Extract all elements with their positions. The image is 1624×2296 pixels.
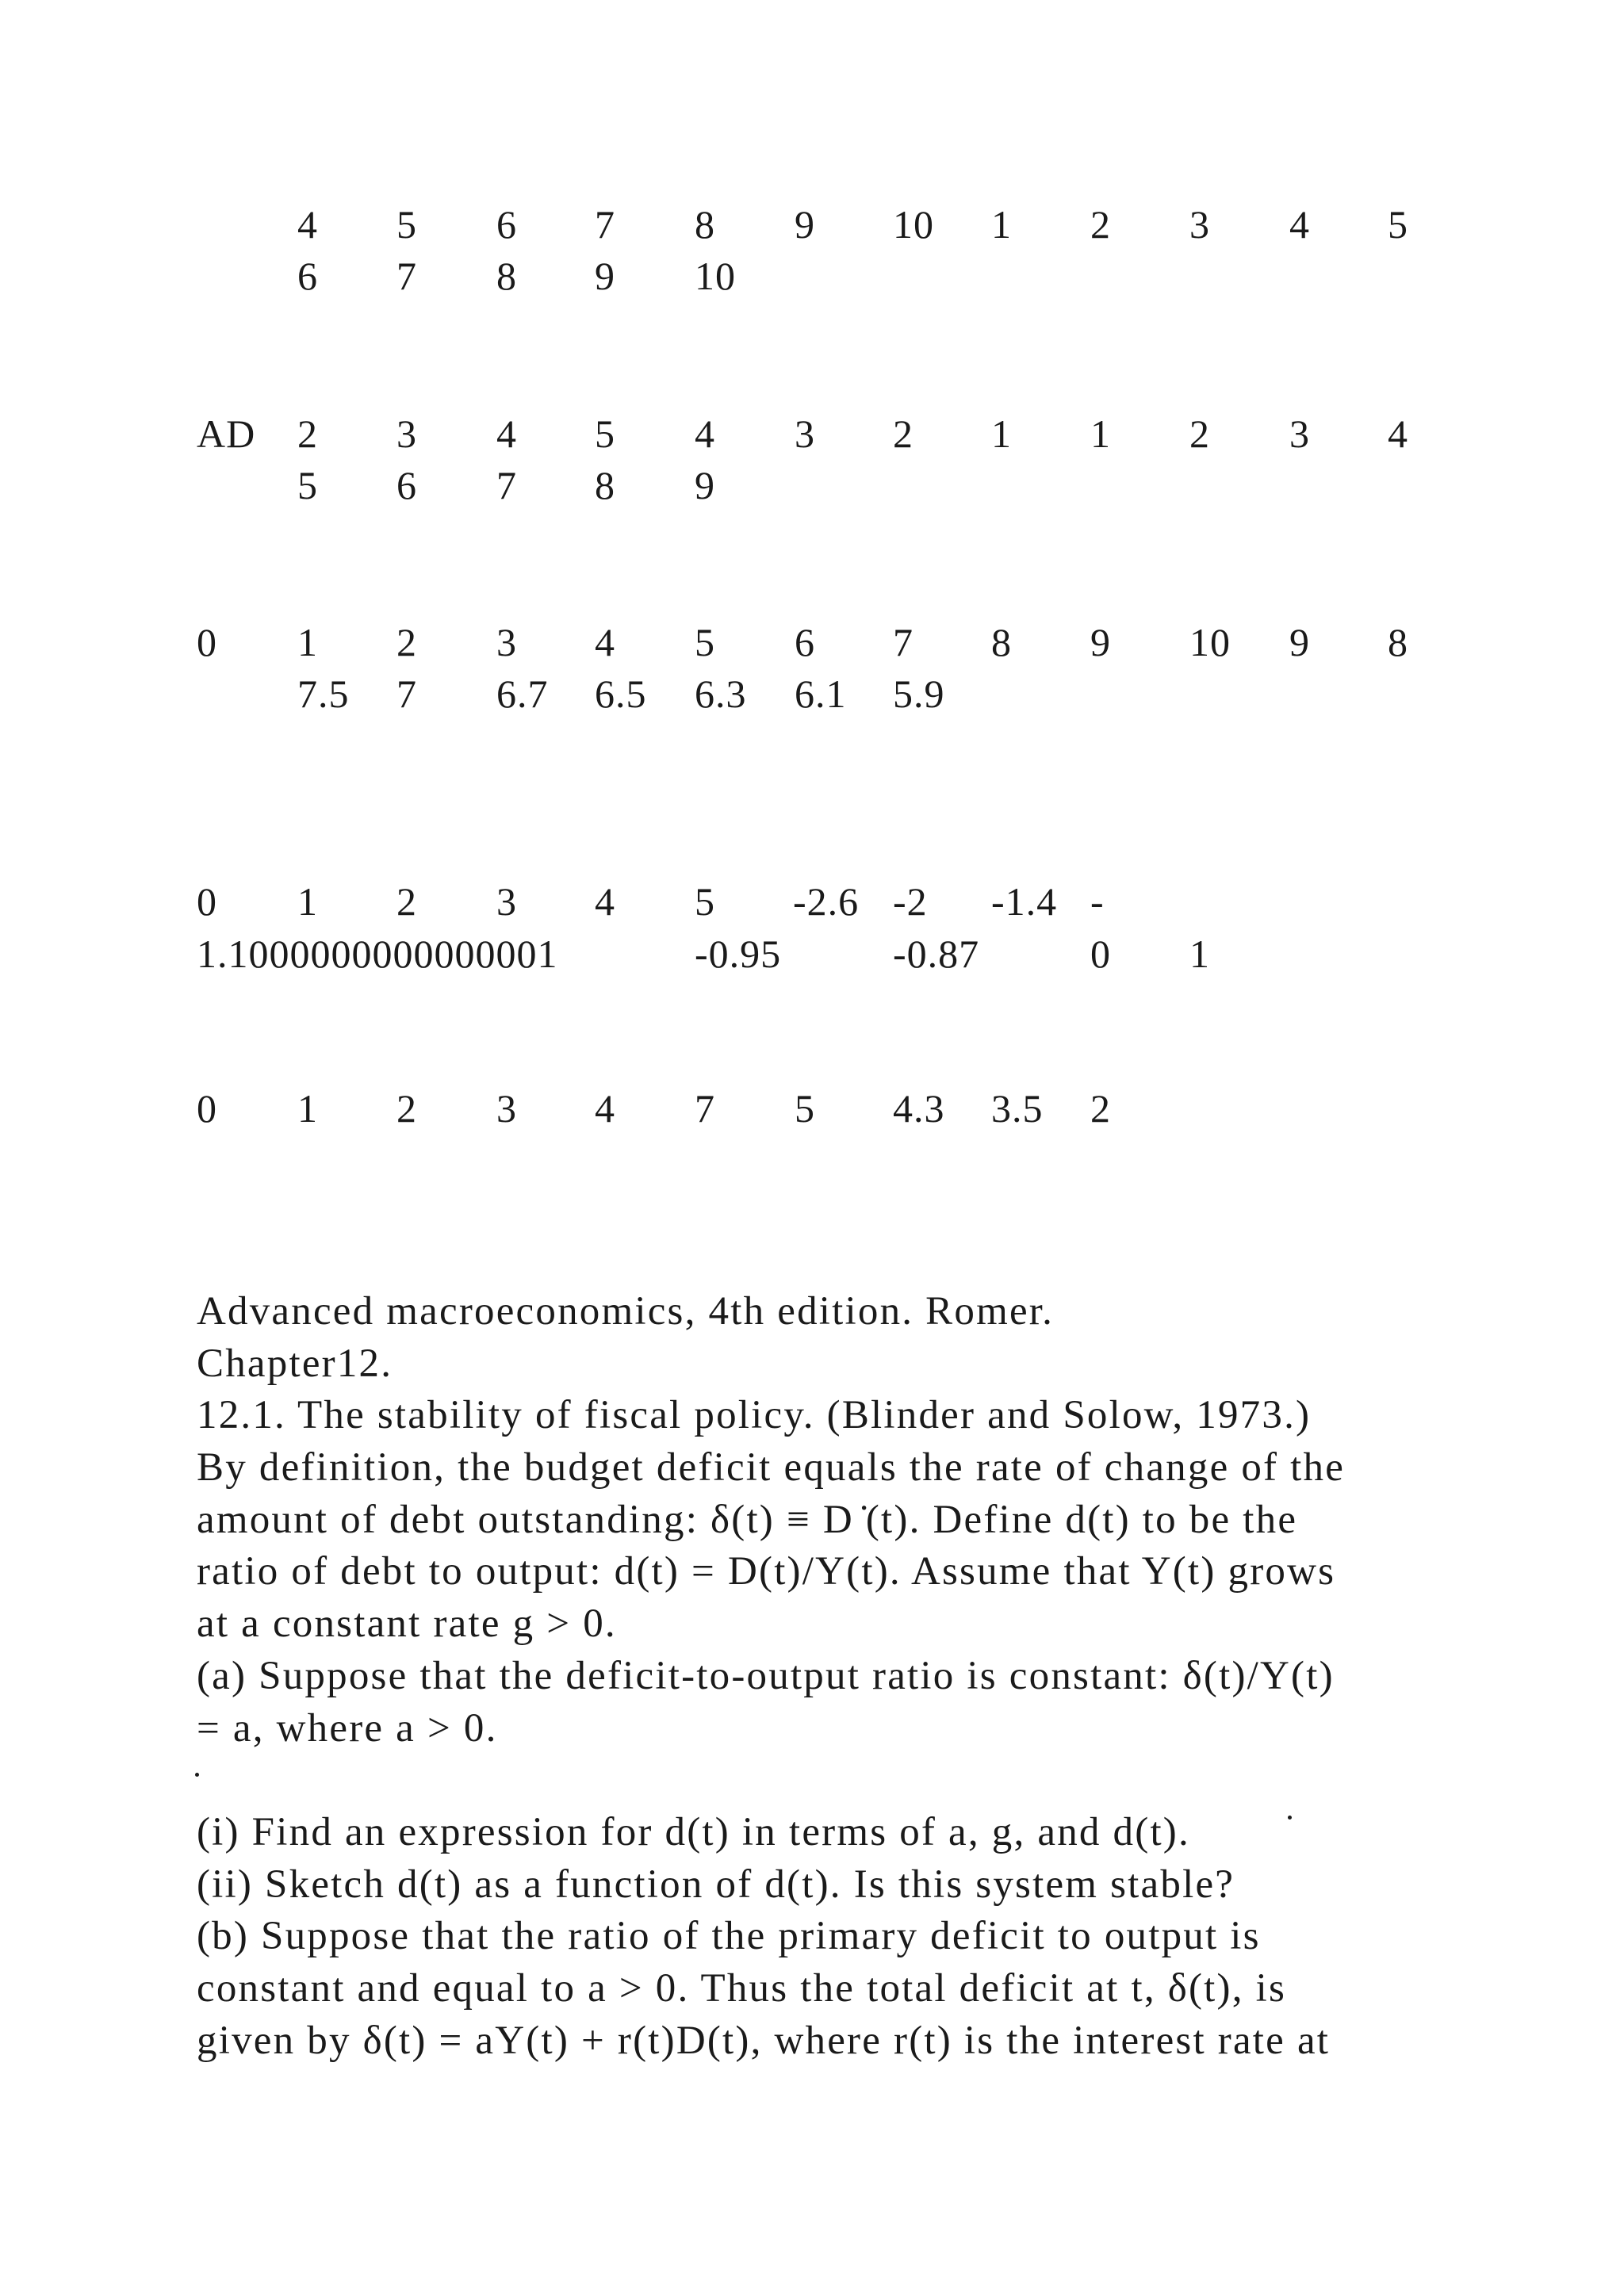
text-line: By definition, the budget deficit equals the rate of change of the	[197, 1445, 1346, 1490]
stray-dot-mark	[195, 1773, 199, 1777]
table-cell: 1	[1189, 932, 1210, 976]
table-cell: 2	[396, 620, 417, 664]
table-cell: 2	[893, 411, 914, 456]
table-cell: 4	[595, 1086, 615, 1131]
text-line: ratio of debt to output: d(t) = D(t)/Y(t). Assume that Y(t) grows	[197, 1549, 1336, 1594]
table-cell: 4.3	[893, 1086, 945, 1131]
table-cell: 5	[695, 620, 715, 664]
text-line: 12.1. The stability of fiscal policy. (Blinder and Solow, 1973.)	[197, 1393, 1312, 1438]
table-cell: 5	[297, 463, 318, 507]
table-cell: 9	[1090, 620, 1111, 664]
table-cell: 8	[595, 463, 615, 507]
table-cell: 10	[1189, 620, 1231, 664]
table-cell: 7	[396, 254, 417, 298]
table-cell: 8	[991, 620, 1012, 664]
table-cell: 2	[297, 411, 318, 456]
table-cell: 4	[595, 620, 615, 664]
table-cell: 4	[1388, 411, 1408, 456]
table-cell: 3	[496, 1086, 517, 1131]
table-cell: -0.95	[695, 932, 782, 976]
table-cell: 9	[595, 254, 615, 298]
table-cell: -0.87	[893, 932, 980, 976]
table-cell: 6	[297, 254, 318, 298]
table-cell: 7.5	[297, 672, 350, 716]
table-cell: 5	[595, 411, 615, 456]
table-cell: 3	[1189, 202, 1210, 247]
table-cell: 7	[496, 463, 517, 507]
table-cell: 1	[297, 620, 318, 664]
text-line: (b) Suppose that the ratio of the primary deficit to output is	[197, 1914, 1261, 1959]
table-cell: 5	[695, 879, 715, 924]
table-cell: 5.9	[893, 672, 945, 716]
text-line: (i) Find an expression for d(t) in terms of a, g, and d(t).	[197, 1809, 1190, 1854]
table-cell: 5	[795, 1086, 815, 1131]
text-line: (ii) Sketch d(t) as a function of d(t). Is this system stable?	[197, 1862, 1235, 1907]
table-cell: -2.6	[793, 879, 860, 924]
table-cell: 9	[695, 463, 715, 507]
table-cell: 4	[695, 411, 715, 456]
table-cell: 6.1	[795, 672, 847, 716]
text-line: constant and equal to a > 0. Thus the total deficit at t, δ(t), is	[197, 1965, 1287, 2011]
text-line: = a, where a > 0.	[197, 1705, 498, 1751]
table-cell: -2	[893, 879, 928, 924]
table-cell: 3	[396, 411, 417, 456]
table-cell: 0	[197, 879, 217, 924]
table-cell: 2	[1090, 1086, 1111, 1131]
table-cell: 1	[297, 1086, 318, 1131]
table-cell: 4	[297, 202, 318, 247]
text-line: amount of debt outstanding: δ(t) ≡ D ̇(t). Define d(t) to be the	[197, 1497, 1298, 1542]
table-cell: 2	[1189, 411, 1210, 456]
table-cell: 4	[595, 879, 615, 924]
table-cell: 8	[1388, 620, 1408, 664]
table-cell: 2	[396, 879, 417, 924]
table-cell: 1	[991, 411, 1012, 456]
table-cell: 1	[1090, 411, 1111, 456]
table-cell: 6.7	[496, 672, 549, 716]
table-cell: 2	[1090, 202, 1111, 247]
text-line	[197, 1755, 1465, 1807]
table-cell: 5	[1388, 202, 1408, 247]
table-cell: 4	[1289, 202, 1310, 247]
table-cell: 8	[695, 202, 715, 247]
table-cell: 6	[496, 202, 517, 247]
table-cell: 3	[496, 879, 517, 924]
table-cell: 0	[197, 1086, 217, 1131]
text-line: Chapter12.	[197, 1341, 393, 1386]
table-cell: 7	[695, 1086, 715, 1131]
text-line: Advanced macroeconomics, 4th edition. Romer.	[197, 1289, 1055, 1334]
table-cell: 0	[1090, 932, 1111, 976]
table-cell: 6.3	[695, 672, 747, 716]
table-cell: 7	[595, 202, 615, 247]
table-cell: 4	[496, 411, 517, 456]
table-cell: 1	[297, 879, 318, 924]
table-cell: 7	[893, 620, 914, 664]
problem-text	[197, 1286, 1465, 2067]
table-cell: 3.5	[991, 1086, 1044, 1131]
stray-dot-mark	[1288, 1816, 1292, 1820]
text-line: given by δ(t) = aY(t) + r(t)D(t), where r(t) is the interest rate at	[197, 2018, 1331, 2063]
table-cell: 8	[496, 254, 517, 298]
table-cell: -	[1090, 879, 1105, 924]
table-cell: 10	[893, 202, 934, 247]
table-cell: 0	[197, 620, 217, 664]
table-cell: 3	[795, 411, 815, 456]
text-line: (a) Suppose that the deficit-to-output ratio is constant: δ(t)/Y(t)	[197, 1653, 1335, 1698]
table-cell: 9	[1289, 620, 1310, 664]
table-cell: 6	[396, 463, 417, 507]
table-cell: 3	[1289, 411, 1310, 456]
table-cell: 1.1000000000000001	[197, 932, 558, 976]
table-cell: 3	[496, 620, 517, 664]
table-cell: 10	[695, 254, 736, 298]
table-cell: 2	[396, 1086, 417, 1131]
table-cell: 9	[795, 202, 815, 247]
table-cell: -1.4	[991, 879, 1058, 924]
row-label: AD	[197, 411, 256, 456]
table-cell: 1	[991, 202, 1012, 247]
table-cell: 6	[795, 620, 815, 664]
table-cell: 5	[396, 202, 417, 247]
table-cell: 6.5	[595, 672, 647, 716]
text-line: at a constant rate g > 0.	[197, 1601, 617, 1647]
table-cell: 7	[396, 672, 417, 716]
